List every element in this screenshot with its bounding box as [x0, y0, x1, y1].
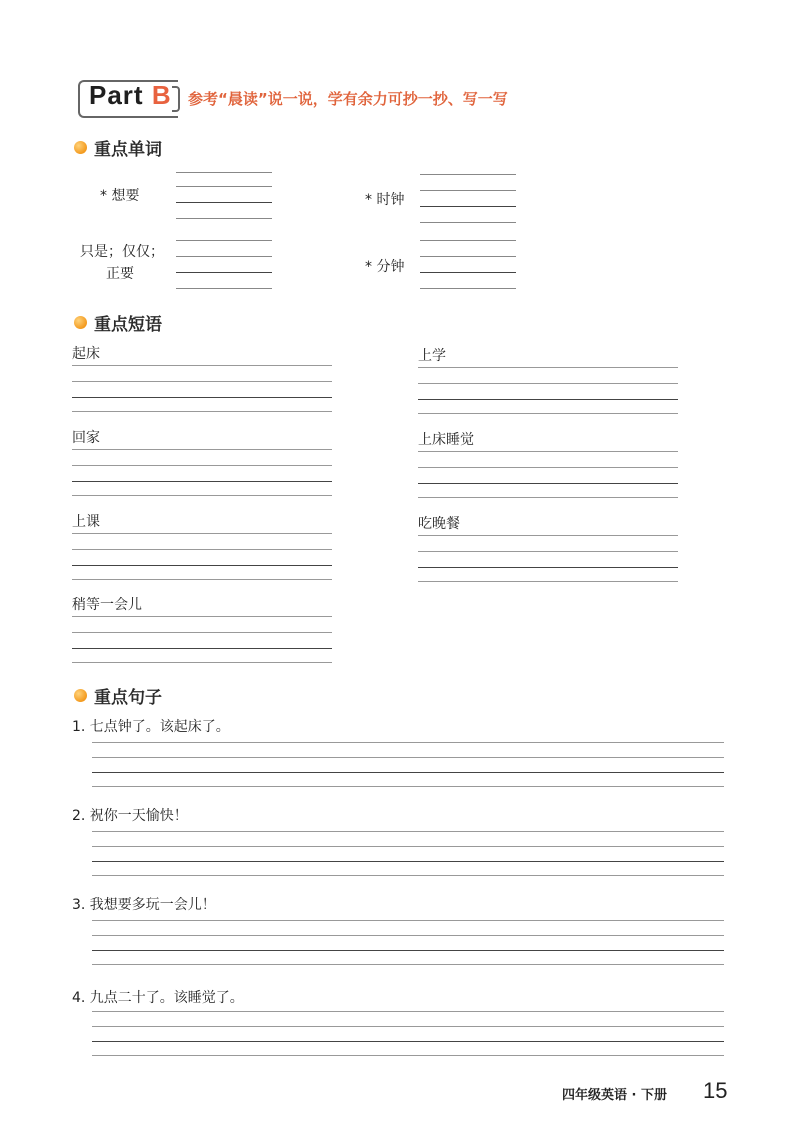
word-prompt-clock: * 时钟	[365, 192, 405, 208]
phrase-label: 上床睡觉	[418, 432, 474, 448]
part-badge-frame-right	[172, 86, 180, 112]
word-prompt-minute: * 分钟	[365, 259, 405, 275]
phrase-label: 起床	[72, 346, 100, 362]
sentence-prompt: 1. 七点钟了。该起床了。	[72, 719, 230, 735]
phrase-label: 回家	[72, 430, 100, 446]
writing-lines-want[interactable]	[176, 170, 272, 210]
section-sentences-heading	[74, 684, 162, 706]
sentence-block-1[interactable]	[72, 716, 724, 786]
section-title: 重点句子	[94, 687, 162, 708]
phrase-block-go-to-bed[interactable]	[418, 429, 678, 499]
phrase-label: 吃晚餐	[418, 516, 460, 532]
word-prompt-just-line1: 只是；仅仅；	[80, 244, 164, 260]
word-prompt-just-line2: 正要	[106, 266, 134, 282]
section-instruction: 参考“晨读”说一说，学有余力可抄一抄、写一写	[188, 90, 508, 108]
bullet-dot-icon	[74, 689, 87, 702]
writing-lines-minute[interactable]	[420, 238, 516, 288]
phrase-block-go-to-school[interactable]	[418, 345, 678, 415]
sentence-prompt: 3. 我想要多玩一会儿！	[72, 897, 216, 913]
phrase-block-eat-dinner[interactable]	[418, 513, 678, 583]
section-phrases-heading	[74, 311, 162, 333]
phrase-block-have-class[interactable]	[72, 511, 332, 581]
part-letter: B	[151, 80, 172, 110]
sentence-prompt: 4. 九点二十了。该睡觉了。	[72, 990, 244, 1006]
section-title: 重点单词	[94, 139, 162, 160]
sentence-block-4[interactable]	[72, 987, 724, 1057]
sentence-block-2[interactable]	[72, 805, 724, 875]
bullet-dot-icon	[74, 316, 87, 329]
writing-lines-just[interactable]	[176, 238, 272, 288]
phrase-label: 上课	[72, 514, 100, 530]
phrase-block-just-a-minute[interactable]	[72, 594, 332, 664]
sentence-prompt: 2. 祝你一天愉快！	[72, 808, 188, 824]
section-title: 重点短语	[94, 314, 162, 335]
phrase-label: 上学	[418, 348, 446, 364]
phrase-label: 稍等一会儿	[72, 597, 142, 613]
page-number: 15	[703, 1078, 728, 1103]
bullet-dot-icon	[74, 141, 87, 154]
phrase-block-go-home[interactable]	[72, 427, 332, 497]
word-prompt-want: * 想要	[100, 188, 140, 204]
sentence-block-3[interactable]	[72, 894, 724, 964]
writing-lines-clock[interactable]	[420, 172, 516, 212]
part-badge: Part B	[89, 80, 172, 110]
book-title: 四年级英语 · 下册	[562, 1088, 667, 1103]
phrase-block-get-up[interactable]	[72, 343, 332, 413]
section-words-heading	[74, 136, 162, 158]
